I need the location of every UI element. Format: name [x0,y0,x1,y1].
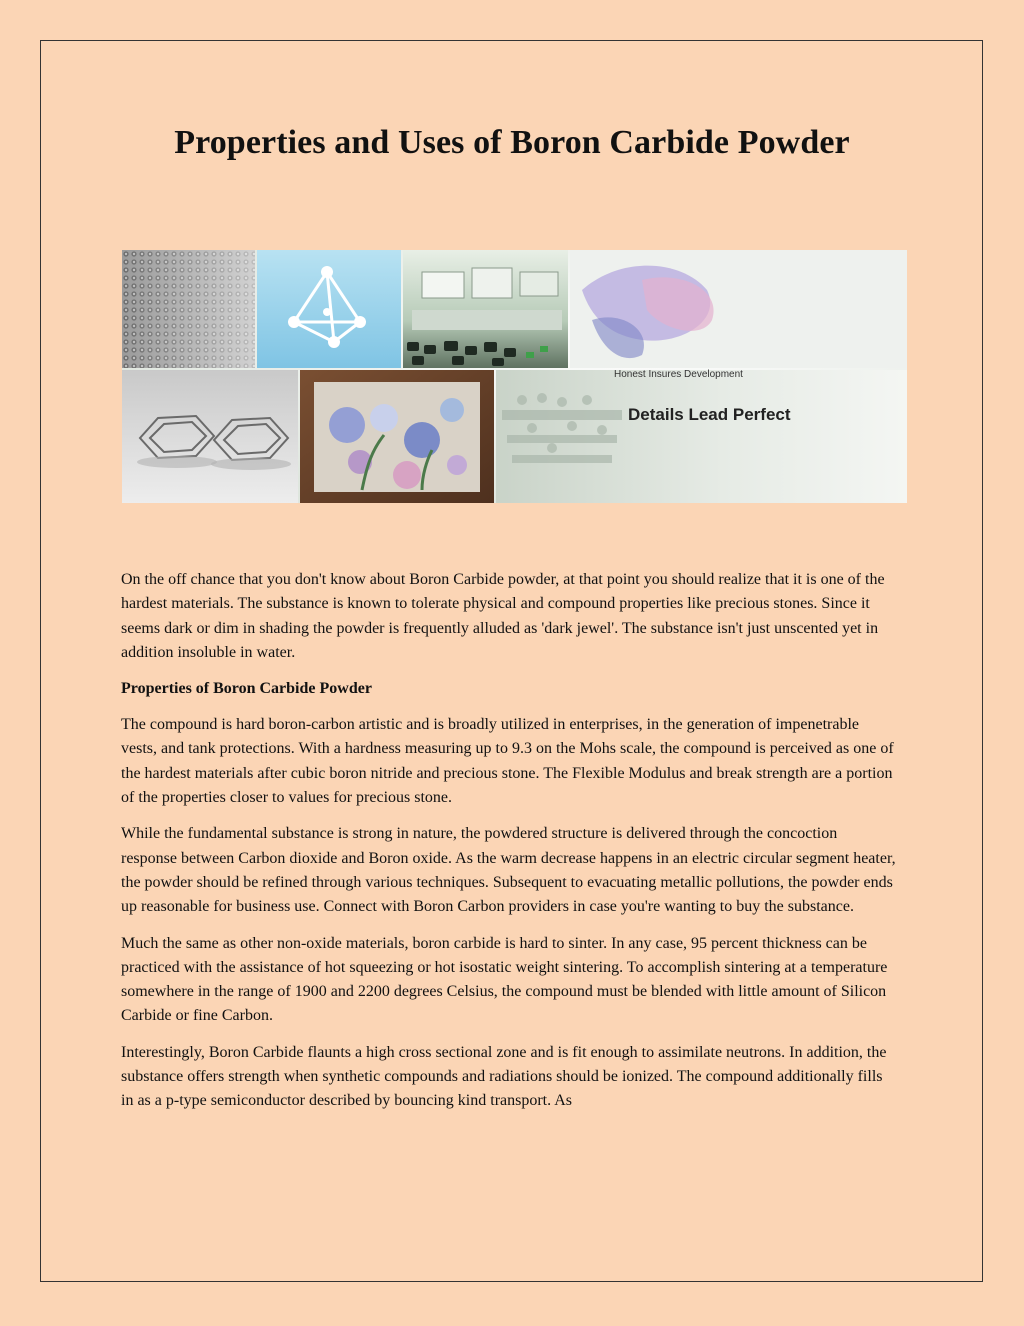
body-paragraph-1: The compound is hard boron-carbon artistic and is broadly utilized in enterprises, in the generation of impenetrable vests, and tank protections. With a hardness measuring up to 9.3 on the Mohs scale, the compound is perceived as one of the hardest materials after cubic boron nitride and precious stone. The Flexible Modulus and break strength are a portion of the properties closer to values for precious stone. [121,716,894,807]
article-body [121,568,896,1126]
intro-paragraph: On the off chance that you don't know about Boron Carbide powder, at that point you should realize that it is one of the hardest materials. The substance is known to tolerate physical and compound properties like precious stones. Since it seems dark or dim in shading the powder is frequently alluded as 'dark jewel'. The substance isn't just unscented yet in addition insoluble in water. [121,571,885,661]
body-paragraph-2: While the fundamental substance is strong in nature, the powdered structure is delivered through the concoction response between Carbon dioxide and Boron oxide. As the warm decrease happens in an electric circular segment heater, the powder should be refined through various techniques. Subsequent to evacuating metallic pollutions, the powder ends up reasonable for business use. Connect with Boron Carbon providers in case you're wanting to buy the substance. [121,825,896,916]
banner-tagline: Honest Insures Development [614,369,743,380]
section-heading: Properties of Boron Carbide Powder [121,680,372,698]
page-title: Properties and Uses of Boron Carbide Powder [174,124,850,161]
body-paragraph-4: Interestingly, Boron Carbide flaunts a high cross sectional zone and is fit enough to assimilate neutrons. In addition, the substance offers strength when synthetic compounds and radiations should be ionized. The compound additionally fills in as a p-type semiconductor described by bouncing kind transport. As [121,1043,887,1110]
body-paragraph-3: Much the same as other non-oxide materials, boron carbide is hard to sinter. In any case, 95 percent thickness can be practiced with the assistance of hot squeezing or hot isostatic weight sintering. To accomplish sintering at a temperature somewhere in the range of 1900 and 2200 degrees Celsius, the compound must be blended with little amount of Silicon Carbide or fine Carbon. [121,934,888,1025]
banner-headline: Details Lead Perfect [628,405,791,424]
banner-image [122,250,907,503]
